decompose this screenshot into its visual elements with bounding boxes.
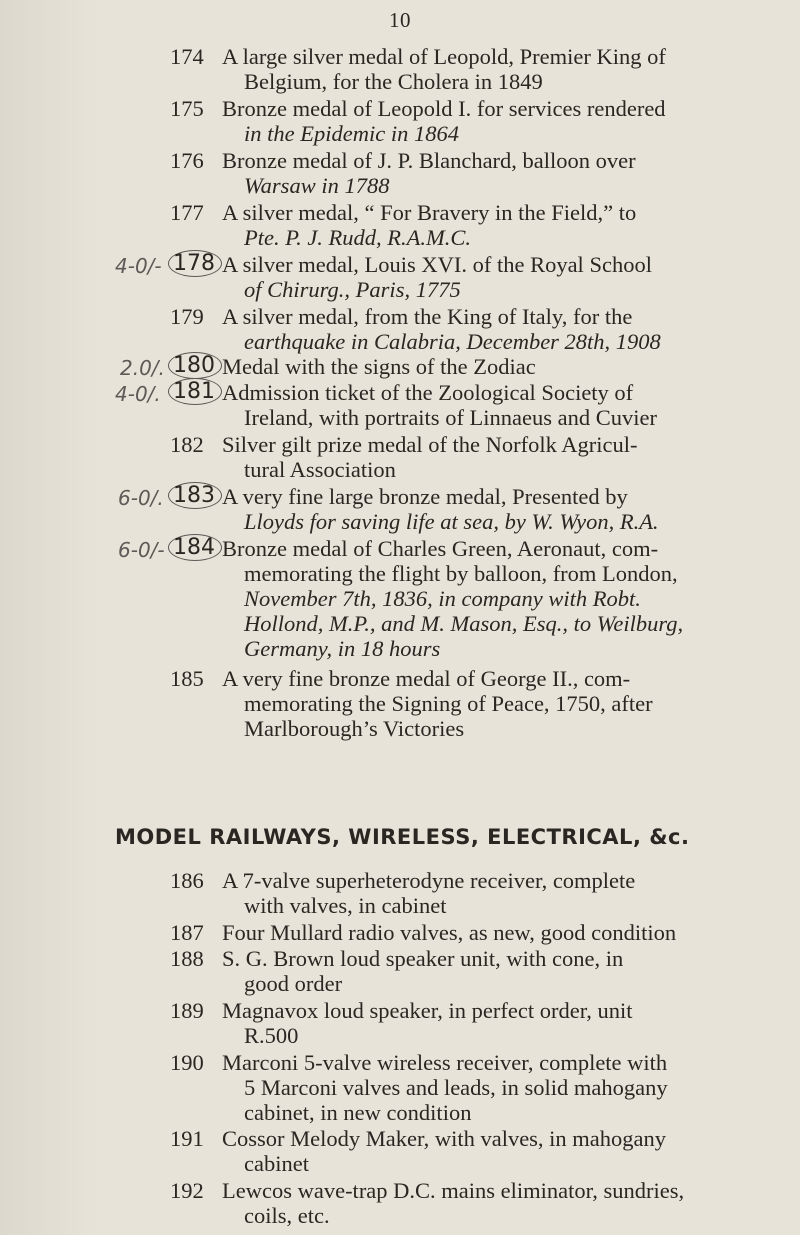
lot-176: [170, 148, 690, 198]
lot-text: Bronze medal of Leopold I. for services rendered: [222, 96, 666, 121]
lot-number: 182: [170, 432, 204, 457]
margin-mark-181: 4-0/.: [115, 382, 161, 406]
lot-text: A 7-valve superheterodyne receiver, complete: [222, 868, 636, 893]
lot-179: [170, 304, 690, 354]
left-margin-shadow: [0, 0, 100, 1235]
lot-text-line2: with valves, in cabinet: [244, 893, 447, 918]
lot-number: 184: [168, 534, 222, 561]
lot-text: Marconi 5-valve wireless receiver, complete with: [222, 1050, 668, 1075]
lot-text-line3: cabinet, in new condition: [244, 1100, 472, 1125]
lot-text-line2: R.500: [244, 1023, 299, 1048]
lot-number: 187: [170, 920, 204, 945]
lot-text-line2: Belgium, for the Cholera in 1849: [244, 69, 543, 94]
lot-number: 174: [170, 44, 204, 69]
lot-number: 190: [170, 1050, 204, 1075]
margin-mark-183: 6-0/.: [118, 486, 164, 510]
lot-184: [170, 536, 690, 661]
lot-number: 183: [168, 482, 222, 509]
lot-text: Bronze medal of Charles Green, Aeronaut, com-: [222, 536, 659, 561]
lot-text-line2: earthquake in Calabria, December 28th, 1908: [244, 329, 661, 354]
lot-number: 180: [168, 352, 222, 379]
lot-text: A very fine large bronze medal, Presented by: [222, 484, 628, 509]
lot-177: [170, 200, 690, 250]
lot-188: [170, 946, 690, 996]
lot-text-line2: memorating the Signing of Peace, 1750, after: [244, 691, 653, 716]
lot-191: [170, 1126, 690, 1176]
lot-text: Admission ticket of the Zoological Society of: [222, 380, 634, 405]
lot-text-line2: 5 Marconi valves and leads, in solid mahogany: [244, 1075, 668, 1100]
lot-text: A silver medal, Louis XVI. of the Royal School: [222, 252, 652, 277]
lot-text: Lewcos wave-trap D.C. mains eliminator, sundries,: [222, 1178, 685, 1203]
lot-text-line2: Ireland, with portraits of Linnaeus and Cuvier: [244, 405, 658, 430]
lot-text: A large silver medal of Leopold, Premier King of: [222, 44, 666, 69]
lot-183: [170, 484, 690, 534]
lot-192: [170, 1178, 690, 1228]
lot-text: S. G. Brown loud speaker unit, with cone, in: [222, 946, 624, 971]
lot-182: [170, 432, 690, 482]
margin-mark-184: 6-0/-: [118, 538, 165, 562]
lot-text-line2: good order: [244, 971, 343, 996]
page-number: 10: [389, 8, 411, 32]
lot-text: A silver medal, “ For Bravery in the Field,” to: [222, 200, 637, 225]
lot-text-line5: Germany, in 18 hours: [244, 636, 441, 661]
lot-186: [170, 868, 690, 918]
lot-text-line2: memorating the flight by balloon, from London,: [244, 561, 678, 586]
lot-number: 185: [170, 666, 204, 691]
lot-text-line2: Lloyds for saving life at sea, by W. Wyon, R.A.: [244, 509, 659, 534]
lot-187: [170, 920, 690, 945]
margin-mark-180: 2.0/.: [120, 356, 165, 380]
lot-190: [170, 1050, 690, 1125]
lot-text: A silver medal, from the King of Italy, for the: [222, 304, 633, 329]
margin-mark-178: 4-0/-: [115, 254, 162, 278]
lot-number: 177: [170, 200, 204, 225]
lot-text: Magnavox loud speaker, in perfect order, unit: [222, 998, 633, 1023]
lot-text: Medal with the signs of the Zodiac: [222, 354, 536, 379]
lot-text-line2: coils, etc.: [244, 1203, 330, 1228]
lot-number: 189: [170, 998, 204, 1023]
section-heading: MODEL RAILWAYS, WIRELESS, ELECTRICAL, &c.: [115, 825, 690, 849]
lot-number: 188: [170, 946, 204, 971]
lot-text: Four Mullard radio valves, as new, good condition: [222, 920, 677, 945]
lot-text-line2: cabinet: [244, 1151, 309, 1176]
lot-185: [170, 666, 690, 741]
lot-text: Bronze medal of J. P. Blanchard, balloon over: [222, 148, 636, 173]
lot-number: 175: [170, 96, 204, 121]
lot-text: Silver gilt prize medal of the Norfolk Agricul-: [222, 432, 638, 457]
lot-text-line2: in the Epidemic in 1864: [244, 121, 459, 146]
lot-text-line2: tural Association: [244, 457, 396, 482]
lot-number: 191: [170, 1126, 204, 1151]
lot-178: [170, 252, 690, 302]
lot-text-line3: Marlborough’s Victories: [244, 716, 465, 741]
lot-number: 179: [170, 304, 204, 329]
lot-189: [170, 998, 690, 1048]
lot-text-line4: Hollond, M.P., and M. Mason, Esq., to Weilburg,: [244, 611, 684, 636]
lot-174: [170, 44, 690, 94]
lot-text-line2: Pte. P. J. Rudd, R.A.M.C.: [244, 225, 472, 250]
lot-number: 181: [168, 378, 222, 405]
lot-text-line2: Warsaw in 1788: [244, 173, 390, 198]
lot-text: Cossor Melody Maker, with valves, in mahogany: [222, 1126, 667, 1151]
lot-number: 192: [170, 1178, 204, 1203]
lot-text: A very fine bronze medal of George II., com-: [222, 666, 631, 691]
lot-175: [170, 96, 690, 146]
lot-number: 178: [168, 250, 222, 277]
lot-number: 186: [170, 868, 204, 893]
lot-number: 176: [170, 148, 204, 173]
lot-text-line3: November 7th, 1836, in company with Robt.: [244, 586, 641, 611]
lot-181: [170, 380, 690, 430]
lot-180: [170, 354, 690, 379]
lot-text-line2: of Chirurg., Paris, 1775: [244, 277, 461, 302]
